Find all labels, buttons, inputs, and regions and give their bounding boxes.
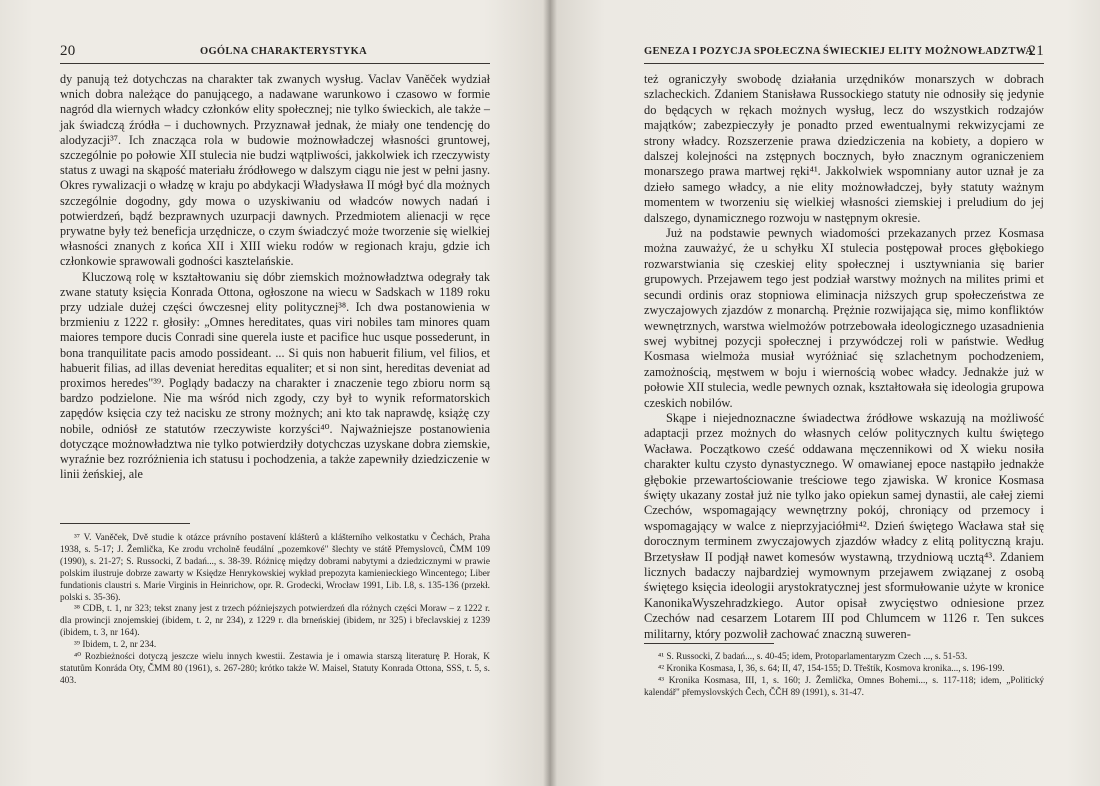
paragraph: Już na podstawie pewnych wiadomości przekazanych przez Kosmasa można zauważyć, że u schyłku XI stulecia postępował proces głębokiego rozwarstwiania się czeskiej elity społecznej i usztywniania się barier grupowych. Przejawem tego jest podział warstwy możnych na milites primi et secundi ordinis oraz stopniowa eliminacja niższych grup społeczeństwa ze zwyczajowych zjazdów z monarchą. Prężnie rozwijająca się, mimo konfliktów wewnętrznych, warstwa wielmożów potrzebowała ideologicznego uzasadnienia swej wybitnej pozycji społecznej i przywódczej roli w państwie. Według Kosmasa wielmoża musiał wyróżniać się szlachetnym pochodzeniem, zamożnością, męstwem w boju i wiernością wobec władcy. Jednakże już w połowie XII stulecia, wedle pewnych oznak, kształtowała się ideologia grupowa czeskich nobilów.	[644, 226, 1044, 410]
footnote: ³⁹ Ibidem, t. 2, nr 234.	[74, 640, 157, 651]
left-footnotes	[60, 533, 490, 688]
header-rule	[60, 63, 490, 64]
paragraph: Kluczową rolę w kształtowaniu się dóbr ziemskich możnowładztwa odegrały tak zwane statuty księcia Konrada Ottona, ogłoszone na wiecu w Sadskach w 1189 roku przy udziale dużej części ówczesnej elity politycznej³⁸. Ich dwa postanowienia w brzmieniu z 1222 r. głosiły: „Omnes hereditates, quas viri nobiles tam minores quam maiores tempore ducis Conradi sine querela iuste et pacifice huc usque possederunt, in bona tranquilitate pacis amodo possideant. ... Si quis non habuerit filium, vel filios, et habuerit filias, ad illas deveniat hereditas equaliter; et si non sint, hereditas deveniat ad proximos heredes"³⁹. Poglądy badaczy na charakter i znaczenie tego zbioru norm są bardzo podzielone. Nie ma wśród nich zgody, czy był to wynik reformatorskich zapędów księcia czy też nacisku ze strony możnych; ani kto tak naprawdę, książę czy nobile, odniósł ze statutów rzeczywiste korzyści⁴⁰. Najważniejsze postanowienia dotyczące możnowładztwa nie tylko potwierdziły dotychczas uzyskane dobra ziemskie, wyraźnie bez rozróżnienia ich statusu i pochodzenia, a także zapewniły dziedziczenie w linii żeńskiej, ale	[60, 269, 490, 482]
footnote: ⁴³ Kronika Kosmasa, III, 1, s. 160; J. Žemlička, Omnes Bohemi..., s. 117-118; idem, „Politický kalendář" přemyslovských Čech, ČČH 89 (1991), s. 31-47.	[644, 675, 1044, 698]
left-page-number: 20	[60, 43, 76, 59]
right-running-head-title: GENEZA I POZYCJA SPOŁECZNA ŚWIECKIEJ ELITY MOŻNOWŁADZTWA	[644, 46, 1034, 57]
header-rule	[644, 63, 1044, 64]
footnote: ⁴⁰ Rozbieżności dotyczą jeszcze wielu innych kwestii. Zestawia je i omawia starszą literaturę P. Horak, K statutům Konráda Oty, ČMM 80 (1961), s. 267-280; krótko także W. Maisel, Statuty Konrada Ottona, SSS, t. 5, s. 403.	[60, 652, 490, 686]
right-page-number: 21	[1028, 43, 1044, 59]
paragraph: Skąpe i niejednoznaczne świadectwa źródłowe wskazują na możliwość adaptacji przez możnych do własnych celów politycznych kultu świętego Wacława. Początkowo cześć oddawana męczennikowi od X wieku nosiła charakter kultu czysto dynastycznego. W omawianej epoce nastąpiło jednakże głębokie przewartościowanie treściowe tego zjawiska. W kronice Kosmasa święty ukazany został już nie tylko jako opiekun samej dynastii, ale całej ziemi Czechów, wspomagający wewnętrzny pokój, chroniący od przemocy i wspomagający w walce z nieprzyjaciółmi⁴². Dzień świętego Wacława stał się dorocznym terminem zwyczajowych zjazdów władcy z elitą polityczną kraju. Brzetysław II podjął nawet komesów wystawną, trzydniową ucztą⁴³. Zdaniem licznych badaczy najbardziej wymownym przejawem związanej z osobą świętego księcia ideologii arystokratycznej jest sformułowanie użyte w kronice KanonikaWyszehradzkiego. Autor opisał zwycięstwo odniesione przez Czechów nad cesarzem Lotarem III pod Chlumcem w 1126 r. Ten sukces militarny, który pozwolił zachować znaczną suweren-	[644, 410, 1044, 641]
left-body-text	[60, 72, 490, 482]
footnote-rule	[60, 523, 190, 524]
footnote: ⁴² Kronika Kosmasa, I, 36, s. 64; II, 47, 154-155; D. Třeštík, Kosmova kronika..., s. 196-199.	[658, 663, 1005, 674]
footnote: ³⁷ V. Vaněček, Dvě studie k otázce právního postavení klášterů a klášterního velkostatku v Čechách, Praha 1938, s. 5-17; J. Žemlička, Ke zrodu vrcholně feudální „pozemkové" šlechty ve státě Přemyslovců, ČMM 109 (1990), s. 21-27; S. Russocki, Z badań..., s. 38-39. Różnicę między dobrami nabytymi a dziedzicznymi w prawie polskim ilustruje dobrze zawarty w Księdze Henrykowskiej wykład prepozyta kamienieckiego Wincentego; Liber fundationis claustri s. Marie Virginis in Heinrichow, opr. R. Grodecki, Wrocław 1991, Lib. I.8, s. 135-136 (przekł. polski s. 35-36).	[60, 533, 490, 603]
right-body-text	[644, 72, 1044, 642]
paragraph: też ograniczyły swobodę działania urzędników monarszych w dobrach szlacheckich. Zdaniem Stanisława Russockiego statuty nie odnosiły się jedynie do będących w rękach możnych wysług, lecz do wszystkich rodzajów majątków; zabezpieczyły je ponadto przed ewentualnymi rekwizycjami ze strony władcy. Rozszerzenie prawa dziedziczenia na kobiety, a dopiero w dalszej kolejności na zstępnych bocznych, było znacznym ograniczeniem monarszego prawa martwej ręki⁴¹. Jakkolwiek wspomniany autor uznał je za dzieło samego władcy, a nie elity możnowładczej, były statuty ważnym momentem w tworzeniu się wielkiej własności ziemskiej i preludium do jej dalszego, dynamicznego rozwoju w następnym okresie.	[644, 72, 1044, 225]
left-running-head-title: OGÓLNA CHARAKTERYSTYKA	[200, 46, 367, 57]
footnote: ⁴¹ S. Russocki, Z badań..., s. 40-45; idem, Protoparlamentaryzm Czech ..., s. 51-53.	[658, 652, 968, 662]
paragraph: dy panują też dotychczas na charakter tak zwanych wysług. Vaclav Vaněček wydział wnich dobra należące do panującego, a nadawane warunkowo i czasowo w formie nagród dla wiernych władcy członków elity społecznej; nie tylko świeckich, ale także – jak świadczą źródła – i duchownych. Przyznawał jednak, że miały one tendencję do alodyzacji³⁷. Ich znacząca rola w budowie możnowładczej własności gruntowej, szczególnie po połowie XII stulecia nie budzi wątpliwości, jakkolwiek ich rzeczywisty status z uwagi na skąpość materiału źródłowego w dalszym ciągu nie jest w pełni jasny. Okres rywalizacji o władzę w kraju po abdykacji Władysława II mógł być dla możnych szczególnie dogodny, gdy mowa o uzyskiwaniu od władców nowych nadań i potwierdzeń, bądź bezprawnych uzurpacji dawnych. Przedmiotem alienacji w ręce prywatne były też beneficja urzędnicze, o czym świadczyć może tworzenie się wielkiej własności znanych z końca XII i XIII wieku rodów w regionach kraju, gdzie ich członkowie sprawowali godności kasztelańskie.	[60, 72, 490, 269]
right-running-header	[644, 43, 1044, 62]
right-footnotes	[644, 652, 1044, 700]
right-page	[550, 0, 1100, 786]
book-gutter	[543, 0, 557, 786]
footnote-rule	[644, 643, 774, 644]
footnote: ³⁸ CDB, t. 1, nr 323; tekst znany jest z trzech późniejszych potwierdzeń dla różnych części Moraw – z 1222 r. dla prowincji znojemskiej (ibidem, t. 2, nr 234), z 1229 r. dla brneńskiej (ibidem, nr 325) i břeclavskiej z 1239 (ibidem, t. 3, nr 164).	[60, 604, 490, 639]
left-running-header	[60, 43, 490, 62]
